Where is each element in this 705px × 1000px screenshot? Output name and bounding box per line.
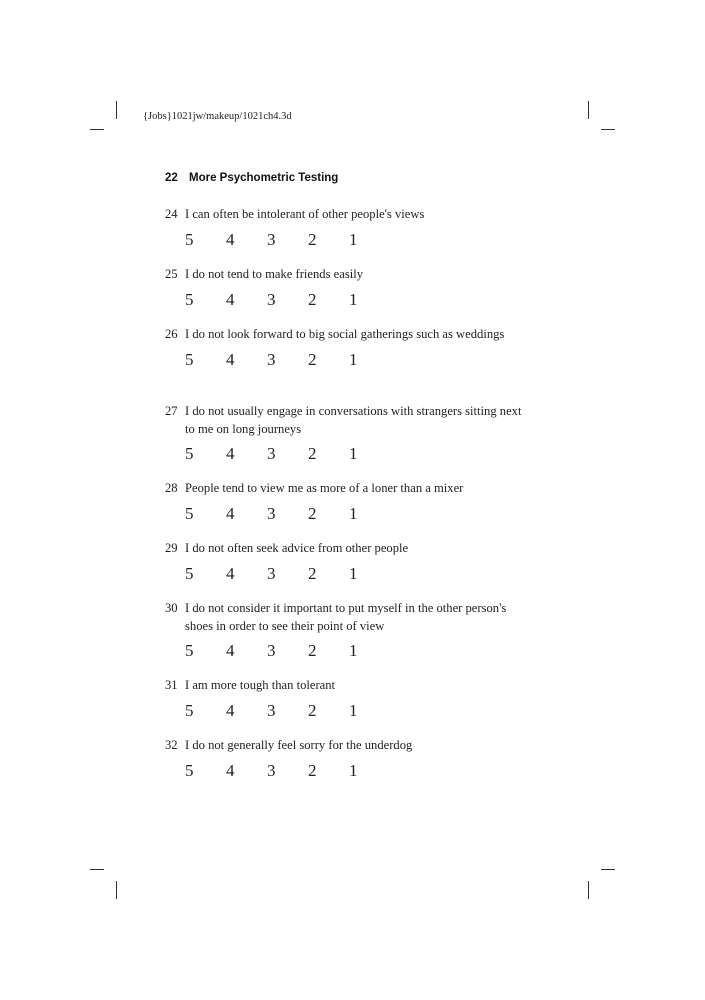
rating-option[interactable]: 3 <box>267 289 276 309</box>
question-text: People tend to view me as more of a loner than a mixer <box>185 481 464 495</box>
rating-option[interactable]: 5 <box>185 700 194 720</box>
rating-option[interactable]: 3 <box>267 641 276 660</box>
question-text: I do not often seek advice from other people <box>185 541 409 555</box>
rating-option[interactable]: 1 <box>349 444 358 463</box>
question-item <box>165 403 525 464</box>
rating-option[interactable]: 4 <box>226 444 235 463</box>
crop-mark <box>601 129 615 130</box>
rating-option[interactable]: 2 <box>308 289 317 309</box>
rating-option[interactable]: 5 <box>185 760 194 780</box>
rating-option[interactable]: 4 <box>226 349 235 369</box>
rating-option[interactable]: 3 <box>267 700 276 720</box>
question-item <box>165 737 525 781</box>
rating-option[interactable]: 2 <box>308 349 317 369</box>
question-item <box>165 600 525 661</box>
question-number: 26 <box>165 327 178 341</box>
rating-option[interactable]: 1 <box>349 229 358 249</box>
rating-option[interactable]: 1 <box>349 289 358 309</box>
crop-mark <box>116 881 117 899</box>
rating-option[interactable]: 2 <box>308 760 317 780</box>
rating-scale <box>185 230 525 250</box>
crop-mark <box>588 881 589 899</box>
rating-option[interactable]: 3 <box>267 563 276 583</box>
rating-option[interactable]: 1 <box>349 349 358 369</box>
rating-option[interactable]: 1 <box>349 563 358 583</box>
crop-mark <box>116 101 117 119</box>
rating-scale <box>185 761 525 781</box>
crop-mark <box>90 129 104 130</box>
question-item <box>165 266 525 310</box>
rating-scale <box>185 350 525 370</box>
rating-scale <box>185 444 525 464</box>
rating-option[interactable]: 1 <box>349 503 358 523</box>
rating-option[interactable]: 5 <box>185 349 194 369</box>
rating-option[interactable]: 4 <box>226 289 235 309</box>
rating-option[interactable]: 4 <box>226 700 235 720</box>
rating-option[interactable]: 4 <box>226 563 235 583</box>
question-text: I do not generally feel sorry for the underdog <box>185 738 413 752</box>
question-number: 29 <box>165 541 178 555</box>
question-text: I am more tough than tolerant <box>185 678 336 692</box>
rating-option[interactable]: 2 <box>308 503 317 523</box>
rating-option[interactable]: 5 <box>185 641 194 660</box>
rating-option[interactable]: 3 <box>267 760 276 780</box>
rating-option[interactable]: 3 <box>267 229 276 249</box>
rating-option[interactable]: 5 <box>185 563 194 583</box>
rating-option[interactable]: 4 <box>226 503 235 523</box>
question-text: I do not tend to make friends easily <box>185 267 364 281</box>
question-item <box>165 540 525 584</box>
question-number: 27 <box>165 404 178 418</box>
page-title: More Psychometric Testing <box>189 172 339 184</box>
rating-scale <box>185 290 525 310</box>
rating-option[interactable]: 4 <box>226 641 235 660</box>
rating-option[interactable]: 1 <box>349 700 358 720</box>
rating-scale <box>185 564 525 584</box>
rating-option[interactable]: 2 <box>308 700 317 720</box>
rating-scale <box>185 641 525 661</box>
question-text: I can often be intolerant of other people's views <box>185 207 425 221</box>
question-item <box>165 480 525 524</box>
running-header <box>165 172 338 184</box>
rating-option[interactable]: 2 <box>308 229 317 249</box>
crop-mark <box>588 101 589 119</box>
rating-option[interactable]: 3 <box>267 444 276 463</box>
file-slug: {Jobs}1021jw/makeup/1021ch4.3d <box>143 111 292 122</box>
rating-option[interactable]: 3 <box>267 349 276 369</box>
rating-option[interactable]: 5 <box>185 444 194 463</box>
question-number: 24 <box>165 207 178 221</box>
crop-mark <box>90 869 104 870</box>
question-number: 25 <box>165 267 178 281</box>
rating-scale <box>185 701 525 721</box>
rating-option[interactable]: 2 <box>308 563 317 583</box>
rating-option[interactable]: 4 <box>226 229 235 249</box>
question-number: 30 <box>165 601 178 615</box>
rating-option[interactable]: 5 <box>185 289 194 309</box>
question-number: 31 <box>165 678 178 692</box>
rating-option[interactable]: 1 <box>349 641 358 660</box>
question-item <box>165 326 525 370</box>
question-item <box>165 677 525 721</box>
rating-option[interactable]: 3 <box>267 503 276 523</box>
page-number: 22 <box>165 172 178 184</box>
question-text: I do not consider it important to put myself in the other person's shoes in order to see their point of view <box>185 601 507 633</box>
rating-option[interactable]: 5 <box>185 229 194 249</box>
rating-option[interactable]: 5 <box>185 503 194 523</box>
rating-scale <box>185 504 525 524</box>
rating-option[interactable]: 1 <box>349 760 358 780</box>
question-text: I do not usually engage in conversations with strangers sitting next to me on long journeys <box>185 404 522 436</box>
question-number: 28 <box>165 481 178 495</box>
question-number: 32 <box>165 738 178 752</box>
question-item <box>165 206 525 250</box>
question-text: I do not look forward to big social gatherings such as weddings <box>185 327 505 341</box>
rating-option[interactable]: 2 <box>308 444 317 463</box>
rating-option[interactable]: 4 <box>226 760 235 780</box>
crop-mark <box>601 869 615 870</box>
rating-option[interactable]: 2 <box>308 641 317 660</box>
